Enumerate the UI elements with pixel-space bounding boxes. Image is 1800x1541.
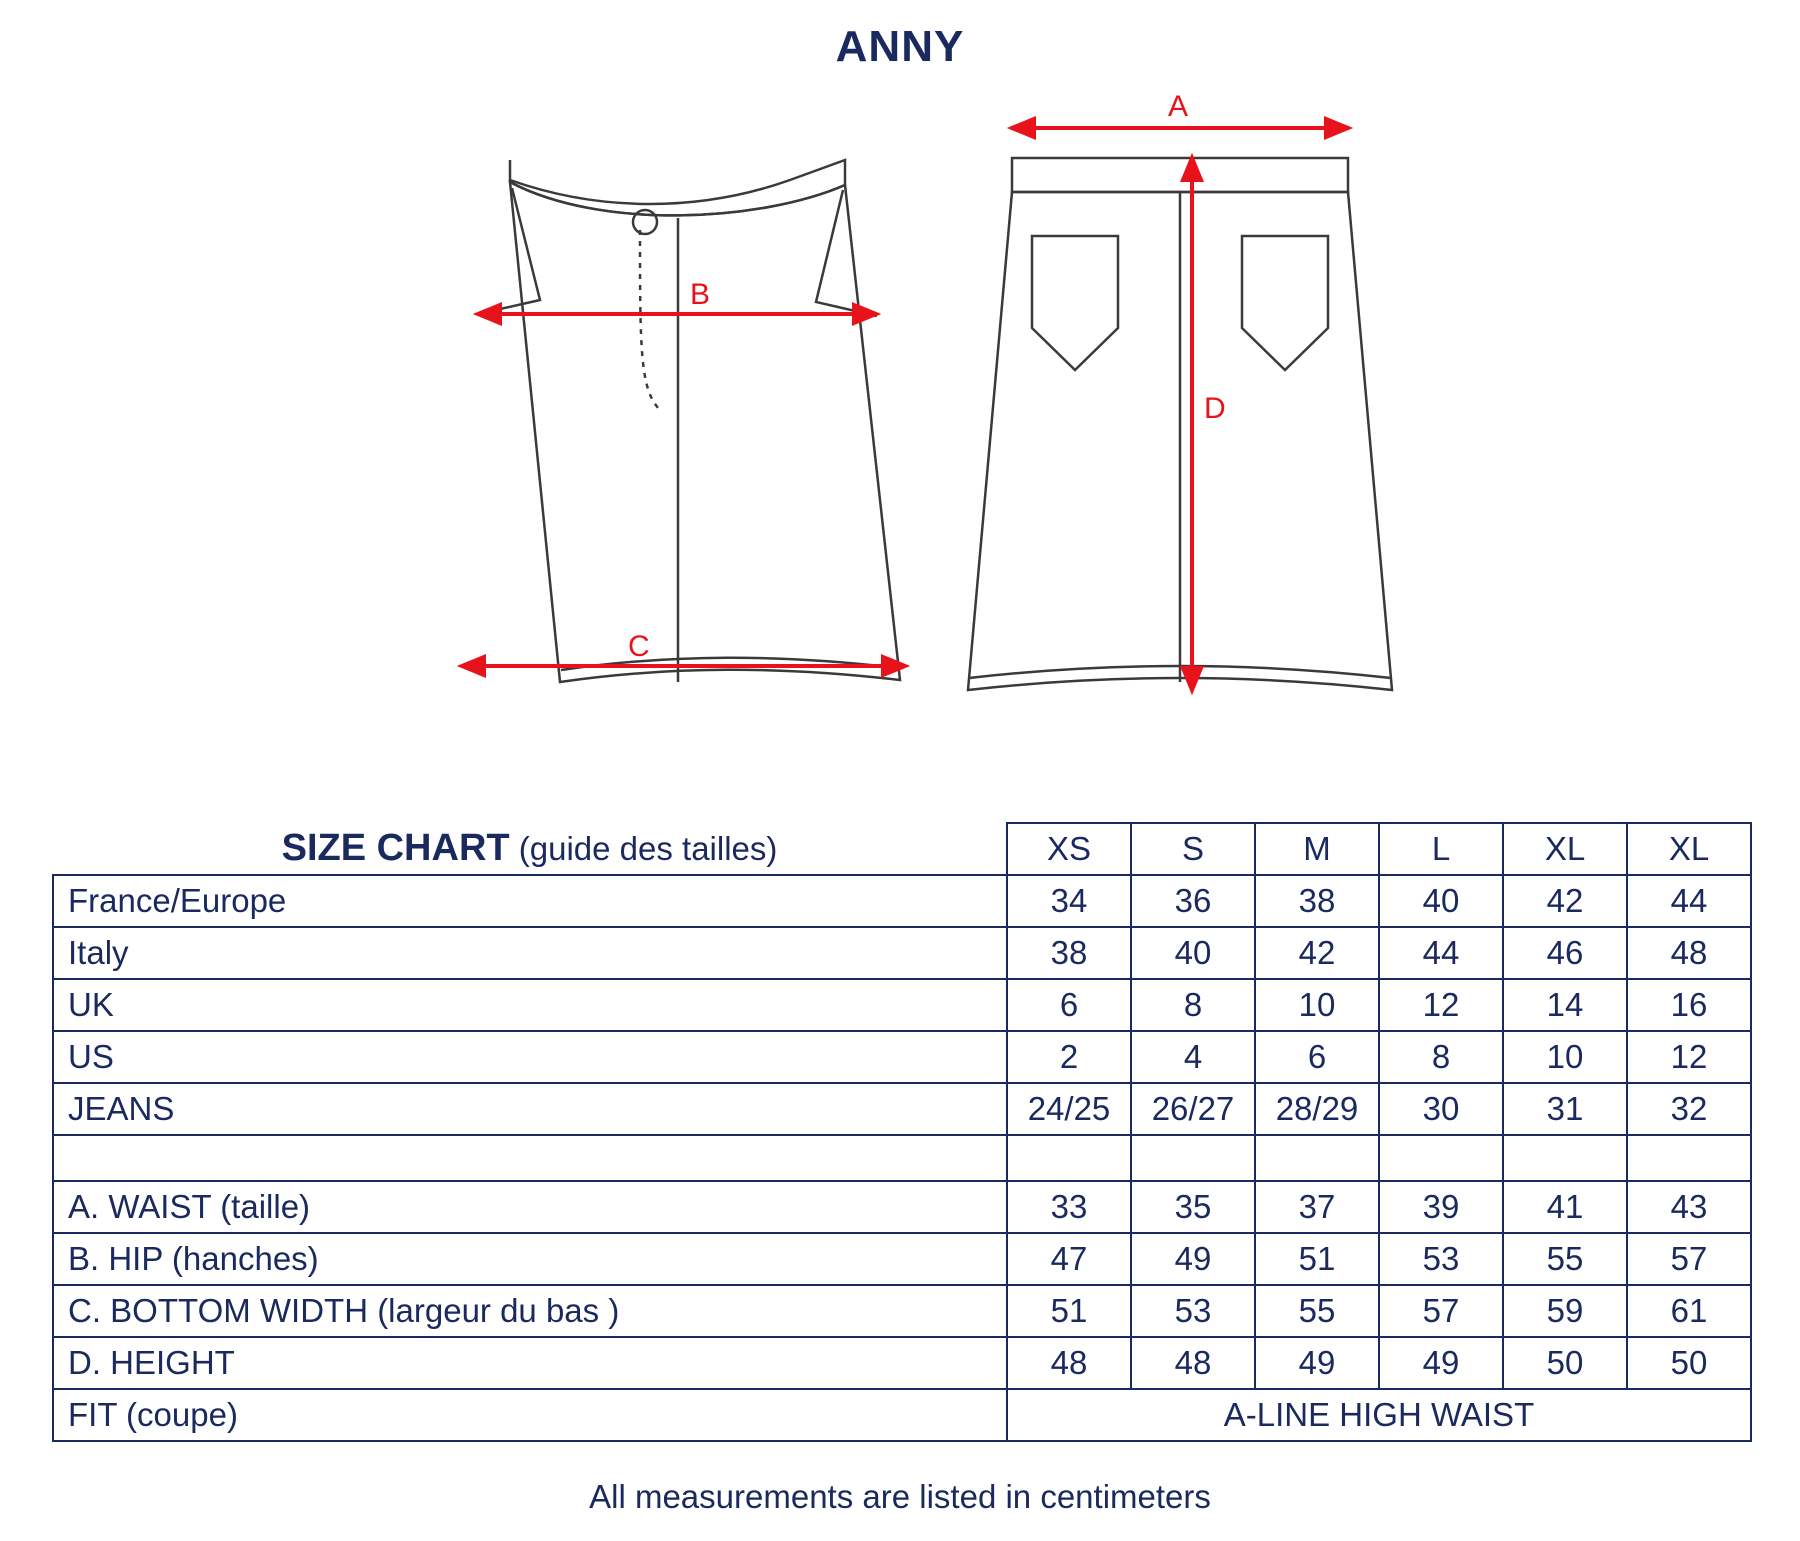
cell-value: 16: [1627, 979, 1751, 1031]
cell-value: 2: [1007, 1031, 1131, 1083]
row-label-waist: A. WAIST (taille): [53, 1181, 1007, 1233]
cell-value: 26/27: [1131, 1083, 1255, 1135]
cell-value: 10: [1503, 1031, 1627, 1083]
cell-value: 6: [1007, 979, 1131, 1031]
size-header-l: L: [1379, 823, 1503, 875]
cell-value: 50: [1627, 1337, 1751, 1389]
cell-value: 51: [1007, 1285, 1131, 1337]
cell-value: 53: [1379, 1233, 1503, 1285]
cell-value: 42: [1503, 875, 1627, 927]
cell-value: 32: [1627, 1083, 1751, 1135]
row-label-empty: [53, 1135, 1007, 1181]
cell-value: 41: [1503, 1181, 1627, 1233]
chart-title-rest: (guide des tailles): [509, 830, 778, 867]
cell-value: 30: [1379, 1083, 1503, 1135]
cell-value: 34: [1007, 875, 1131, 927]
size-header-m: M: [1255, 823, 1379, 875]
table-spacer-row: [53, 1135, 1751, 1181]
cell-value: 37: [1255, 1181, 1379, 1233]
cell-value: 33: [1007, 1181, 1131, 1233]
cell-value: 57: [1379, 1285, 1503, 1337]
cell-value: [1255, 1135, 1379, 1181]
cell-value: 61: [1627, 1285, 1751, 1337]
cell-value: 38: [1255, 875, 1379, 927]
size-header-xl: XL: [1503, 823, 1627, 875]
size-header-xxl: XL: [1627, 823, 1751, 875]
fit-value: A-LINE HIGH WAIST: [1007, 1389, 1751, 1441]
measure-label-a: A: [1168, 90, 1189, 123]
cell-value: 14: [1503, 979, 1627, 1031]
size-chart-table: [52, 822, 1752, 1442]
size-header-s: S: [1131, 823, 1255, 875]
row-label-fit: FIT (coupe): [53, 1389, 1007, 1441]
cell-value: 49: [1379, 1337, 1503, 1389]
measure-d: [1183, 158, 1201, 690]
chart-title-bold: SIZE CHART: [281, 827, 510, 869]
cell-value: 40: [1379, 875, 1503, 927]
cell-value: 8: [1379, 1031, 1503, 1083]
cell-value: 59: [1503, 1285, 1627, 1337]
cell-value: 51: [1255, 1233, 1379, 1285]
table-row: [53, 1285, 1751, 1337]
chart-title-cell: [53, 823, 1007, 875]
table-row: [53, 979, 1751, 1031]
table-row: [53, 1031, 1751, 1083]
row-label-us: US: [53, 1031, 1007, 1083]
row-label-bottom-width: C. BOTTOM WIDTH (largeur du bas ): [53, 1285, 1007, 1337]
page-title: ANNY: [835, 22, 965, 71]
cell-value: 31: [1503, 1083, 1627, 1135]
skirt-front-view: [478, 160, 900, 682]
cell-value: 4: [1131, 1031, 1255, 1083]
cell-value: 43: [1627, 1181, 1751, 1233]
cell-value: 12: [1379, 979, 1503, 1031]
table-header-row: [53, 823, 1751, 875]
table-row: [53, 1337, 1751, 1389]
measure-label-b: B: [690, 278, 711, 311]
cell-value: 48: [1131, 1337, 1255, 1389]
row-label-jeans: JEANS: [53, 1083, 1007, 1135]
cell-value: [1007, 1135, 1131, 1181]
size-header-xs: XS: [1007, 823, 1131, 875]
cell-value: 44: [1379, 927, 1503, 979]
cell-value: 36: [1131, 875, 1255, 927]
cell-value: 12: [1627, 1031, 1751, 1083]
table-row: [53, 1181, 1751, 1233]
cell-value: [1131, 1135, 1255, 1181]
row-label-france-europe: France/Europe: [53, 875, 1007, 927]
cell-value: 55: [1255, 1285, 1379, 1337]
cell-value: 47: [1007, 1233, 1131, 1285]
table-row-fit: [53, 1389, 1751, 1441]
cell-value: 39: [1379, 1181, 1503, 1233]
cell-value: 38: [1007, 927, 1131, 979]
measure-label-c: C: [628, 630, 650, 663]
row-label-uk: UK: [53, 979, 1007, 1031]
cell-value: 6: [1255, 1031, 1379, 1083]
measure-label-d: D: [1204, 392, 1226, 425]
cell-value: [1627, 1135, 1751, 1181]
cell-value: 49: [1131, 1233, 1255, 1285]
garment-illustration: [0, 70, 1800, 710]
measurement-footnote: All measurements are listed in centimeters: [589, 1478, 1211, 1515]
cell-value: 8: [1131, 979, 1255, 1031]
cell-value: 10: [1255, 979, 1379, 1031]
cell-value: [1503, 1135, 1627, 1181]
cell-value: 46: [1503, 927, 1627, 979]
cell-value: 24/25: [1007, 1083, 1131, 1135]
cell-value: 40: [1131, 927, 1255, 979]
row-label-hip: B. HIP (hanches): [53, 1233, 1007, 1285]
cell-value: 44: [1627, 875, 1751, 927]
table-row: [53, 1083, 1751, 1135]
cell-value: 48: [1627, 927, 1751, 979]
cell-value: [1379, 1135, 1503, 1181]
cell-value: 42: [1255, 927, 1379, 979]
size-chart-table-wrap: [52, 822, 1752, 1442]
cell-value: 55: [1503, 1233, 1627, 1285]
cell-value: 35: [1131, 1181, 1255, 1233]
table-row: [53, 1233, 1751, 1285]
row-label-height: D. HEIGHT: [53, 1337, 1007, 1389]
cell-value: 57: [1627, 1233, 1751, 1285]
table-row: [53, 927, 1751, 979]
cell-value: 28/29: [1255, 1083, 1379, 1135]
cell-value: 48: [1007, 1337, 1131, 1389]
cell-value: 53: [1131, 1285, 1255, 1337]
cell-value: 49: [1255, 1337, 1379, 1389]
row-label-italy: Italy: [53, 927, 1007, 979]
skirt-back-view: [968, 158, 1392, 690]
cell-value: 50: [1503, 1337, 1627, 1389]
table-row: [53, 875, 1751, 927]
